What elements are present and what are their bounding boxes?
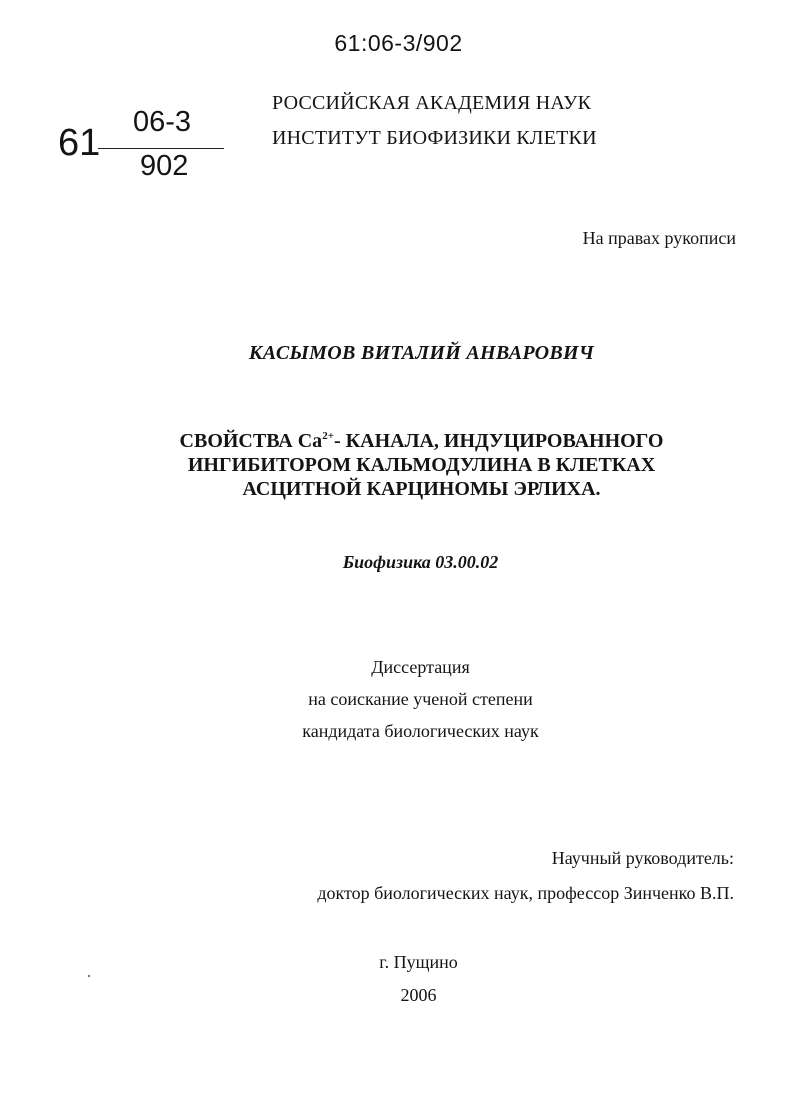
degree-line-1: Диссертация: [371, 657, 470, 677]
title-line-1-suffix: - КАНАЛА, ИНДУЦИРОВАННОГО: [333, 430, 664, 452]
archive-stamp: 61:06-3/902: [334, 30, 463, 56]
degree-line-2: на соискание ученой степени: [308, 689, 533, 709]
title-line-2: ИНГИБИТОРОМ КАЛЬМОДУЛИНА В КЛЕТКАХ: [187, 454, 656, 476]
rights-note: На правах рукописи: [582, 228, 736, 248]
title-ion-charge: 2+: [322, 430, 334, 442]
library-code-fraction-line: [98, 148, 224, 149]
supervisor-label: Научный руководитель:: [551, 848, 734, 868]
author-name: КАСЫМОВ ВИТАЛИЙ АНВАРОВИЧ: [248, 342, 595, 364]
title-line-1-prefix: СВОЙСТВА Ca: [179, 430, 323, 452]
dissertation-title: [0, 429, 797, 501]
library-code-denominator: 902: [140, 150, 189, 182]
supervisor-name: доктор биологических наук, профессор Зинченко В.П.: [317, 883, 734, 903]
institution-institute: ИНСТИТУТ БИОФИЗИКИ КЛЕТКИ: [272, 127, 597, 149]
year: 2006: [400, 985, 437, 1005]
library-code-numerator: 06-3: [133, 106, 192, 138]
specialty-code: Биофизика 03.00.02: [342, 552, 499, 572]
scan-speck: [88, 975, 90, 977]
title-line-1: [46, 429, 797, 453]
place-and-year: [0, 946, 797, 1012]
place: г. Пущино: [379, 952, 458, 972]
institution-academy: РОССИЙСКАЯ АКАДЕМИЯ НАУК: [272, 92, 592, 114]
degree-block: [0, 651, 797, 747]
degree-line-3: кандидата биологических наук: [302, 721, 539, 741]
title-line-3: АСЦИТНОЙ КАРЦИНОМЫ ЭРЛИХА.: [242, 478, 601, 500]
library-code-prefix: 61: [58, 122, 101, 164]
